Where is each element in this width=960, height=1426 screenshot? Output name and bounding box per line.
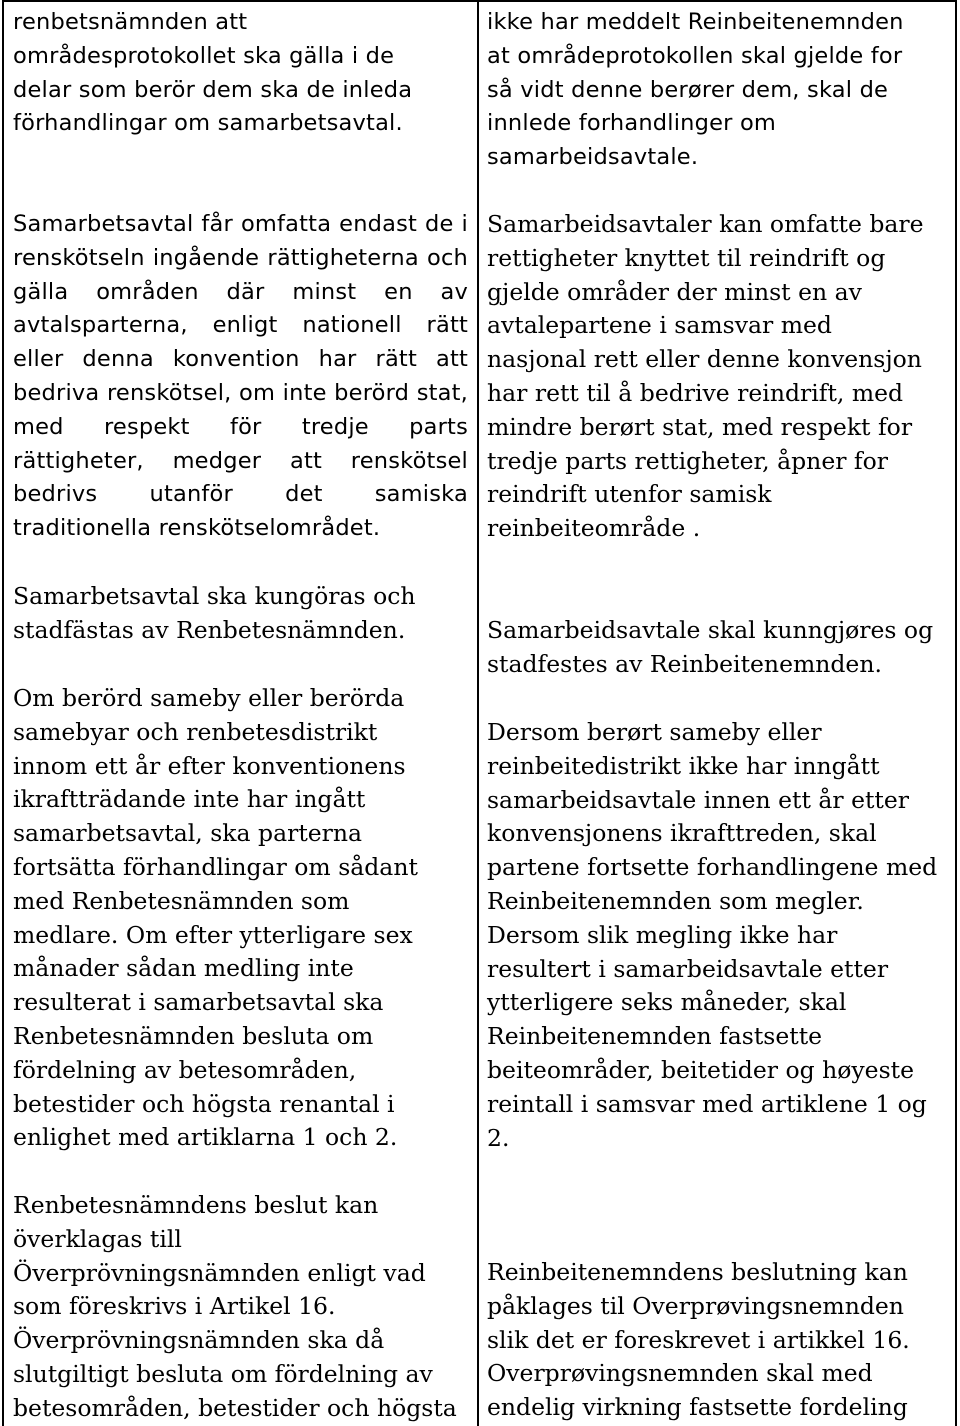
swedish-paragraph-4: Om berörd sameby eller berörda samebyar och renbetesdistrikt innom ett år efter konventionens ikraftträdande inte har ingått samarbetsavtal, ska parterna fortsätta förhandlingar om sådant med Renbetesnämnden som medlare. Om efter ytterligare sex månader sådan medling inte resulterat i samarbetsavtal ska Renbetesnämnden besluta om fördelning av betesområden, betestider och högsta renantal i enlighet med artiklarna 1 och 2. <box>13 684 418 1152</box>
swedish-paragraph-2: Samarbetsavtal får omfatta endast de i renskötseln ingående rättigheterna och gälla områden där minst en av avtalsparterna, enligt nationell rätt eller denna konvention har rätt att bedriva renskötsel, om inte berörd stat, med respekt för tredje parts rättigheter, medger att renskötsel bedrivs utanför det samiska traditionella renskötselområdet. <box>13 211 468 542</box>
swedish-paragraph-5: Renbetesnämndens beslut kan överklagas till Överprövningsnämnden enligt vad som föreskrivs i Artikel 16. Överprövningsnämnden ska då slutgiltigt besluta om fördelning av betesområden, betestider och högsta <box>13 1191 457 1422</box>
column-divider <box>477 0 479 1426</box>
norwegian-paragraph-2: Samarbeidsavtaler kan omfatte bare rettigheter knyttet til reindrift og gjelde områder der minst en av avtalepartene i samsvar med nasjonal rett eller denne konvensjon har rett til å bedrive reindrift, med mindre berørt stat, med respekt for tredje parts rettigheter, åpner for reindrift utenfor samisk reinbeiteområde . <box>487 210 924 543</box>
norwegian-paragraph-1: ikke har meddelt Reinbeitenemnden at områdeprotokollen skal gjelde for så vidt denne berører dem, skal de innlede forhandlinger om samarbeidsavtale. <box>487 9 904 171</box>
norwegian-paragraph-5: Reinbeitenemndens beslutning kan påklages til Overprøvingsnemnden slik det er foreskrevet i artikkel 16. Overprøvingsnemnden skal med endelig virkning fastsette fordeling <box>487 1258 910 1422</box>
swedish-paragraph-3: Samarbetsavtal ska kungöras och stadfästas av Renbetesnämnden. <box>13 582 416 644</box>
swedish-paragraph-1: renbetsnämnden att områdesprotokollet ska gälla i de delar som berör dem ska de inleda förhandlingar om samarbetsavtal. <box>13 9 413 137</box>
norwegian-paragraph-3: Samarbeidsavtale skal kunngjøres og stadfestes av Reinbeitenemnden. <box>487 616 934 678</box>
norwegian-paragraph-4: Dersom berørt sameby eller reinbeitedistrikt ikke har inngått samarbeidsavtale innen ett år etter konvensjonens ikrafttreden, skal partene fortsette forhandlingene med Reinbeitenemnden som megler. Dersom slik megling ikke har resultert i samarbeidsavtale etter ytterligere seks måneder, skal Reinbeitenemnden fastsette beiteområder, beitetider og høyeste reintall i samsvar med artiklene 1 og 2. <box>487 718 938 1152</box>
